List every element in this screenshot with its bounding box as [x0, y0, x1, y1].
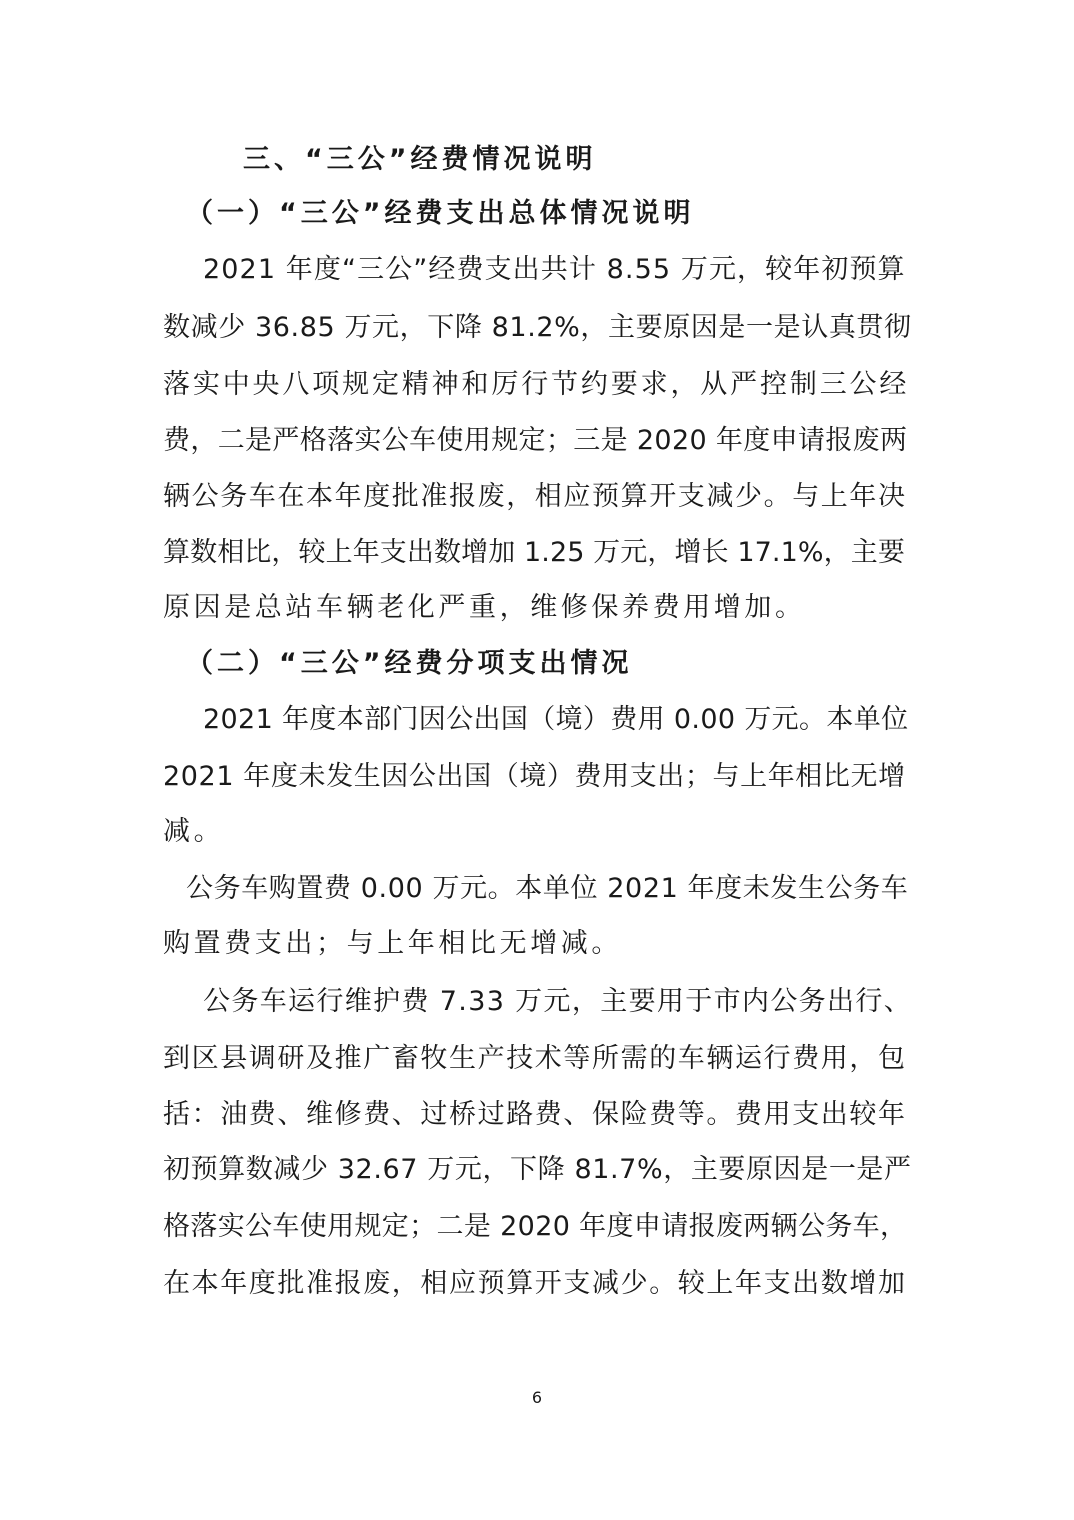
paragraph-line: 格落实公车使用规定；二是 2020 年度申请报废两辆公务车，	[163, 1211, 908, 1242]
paragraph-line: 公务车运行维护费 7.33 万元，主要用于市内公务出行、	[203, 986, 913, 1017]
subsection-2-title: （二）“三公”经费分项支出情况	[186, 648, 633, 679]
paragraph-line: 2021 年度本部门因公出国（境）费用 0.00 万元。本单位	[203, 704, 909, 735]
paragraph-line: 在本年度批准报废，相应预算开支减少。较上年支出数增加	[163, 1268, 907, 1299]
paragraph-line: 减。	[163, 816, 225, 847]
paragraph-line: 2021 年度未发生因公出国（境）费用支出；与上年相比无增	[163, 761, 906, 792]
paragraph-line: 到区县调研及推广畜牧生产技术等所需的车辆运行费用，包	[163, 1043, 907, 1074]
paragraph-line: 算数相比，较上年支出数增加 1.25 万元，增长 17.1%，主要	[163, 537, 905, 568]
paragraph-line: 初预算数减少 32.67 万元，下降 81.7%，主要原因是一是严	[163, 1154, 912, 1185]
paragraph-line: 原因是总站车辆老化严重，维修保养费用增加。	[163, 592, 806, 623]
paragraph-line: 落实中央八项规定精神和厉行节约要求，从严控制三公经	[163, 369, 910, 400]
paragraph-line: 购置费支出；与上年相比无增减。	[163, 928, 622, 959]
paragraph-line: 2021 年度“三公”经费支出共计 8.55 万元，较年初预算	[203, 254, 906, 285]
page-number: 6	[531, 1388, 543, 1407]
subsection-1-title: （一）“三公”经费支出总体情况说明	[186, 198, 695, 229]
paragraph-line: 公务车购置费 0.00 万元。本单位 2021 年度未发生公务车	[186, 873, 909, 904]
paragraph-line: 括：油费、维修费、过桥过路费、保险费等。费用支出较年	[163, 1099, 907, 1130]
paragraph-line: 费，二是严格落实公车使用规定；三是 2020 年度申请报废两	[163, 425, 908, 456]
paragraph-line: 数减少 36.85 万元，下降 81.2%，主要原因是一是认真贯彻	[163, 312, 912, 343]
paragraph-line: 辆公务车在本年度批准报废，相应预算开支减少。与上年决	[163, 481, 907, 512]
section-title: 三、“三公”经费情况说明	[243, 144, 597, 175]
